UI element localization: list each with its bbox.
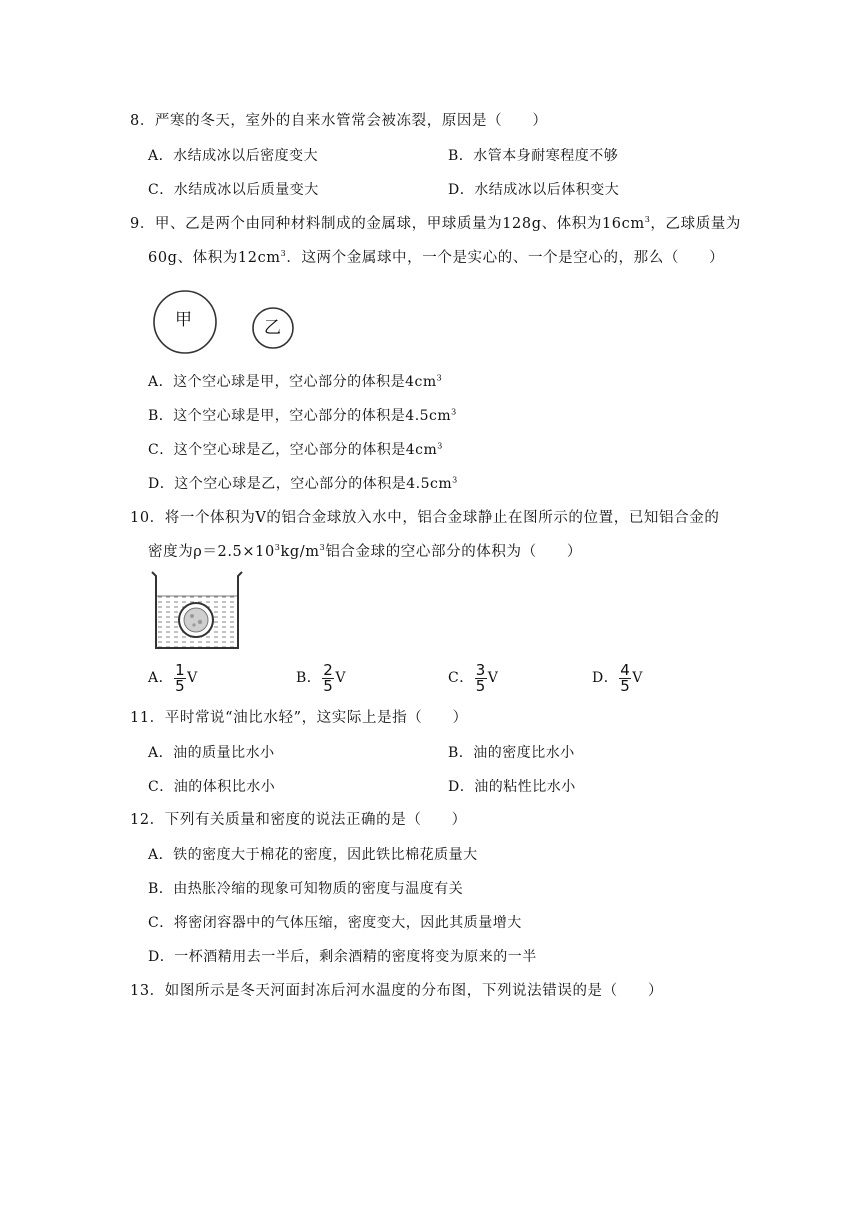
- question-10-stem-line2: 密度为$\rho=2.5\times 10^3kg/m^3$铝合金球的空心部分的体积为（ ）: [148, 543, 583, 560]
- question-8-option-b[interactable]: B．水管本身耐寒程度不够: [448, 148, 619, 164]
- question-12-option-b[interactable]: B．由热胀冷缩的现象可知物质的密度与温度有关: [148, 881, 464, 897]
- question-9-stem-line2: 60g、体积为$12cm^3$．这两个金属球中，一个是实心的、一个是空心的，那么（ ）: [148, 249, 725, 266]
- question-8-option-a[interactable]: A．水结成冰以后密度变大: [148, 148, 319, 164]
- question-10-option-a[interactable]: A． $\frac{1}{5}$ V: [148, 660, 198, 695]
- question-9-stem-line1: 9．甲、乙是两个由同种材料制成的金属球，甲球质量为128g、体积为$16cm^3$，乙球质量为: [130, 215, 742, 232]
- question-9-option-b[interactable]: B．这个空心球是甲，空心部分的体积是$4.5cm^3$: [148, 407, 457, 424]
- question-10-option-c[interactable]: C． $\frac{3}{5}$ V: [448, 660, 499, 695]
- question-12-option-c[interactable]: C．将密闭容器中的气体压缩，密度变大，因此其质量增大: [148, 915, 522, 931]
- question-10-beaker-figure: [150, 570, 245, 652]
- question-10-option-d[interactable]: D． $\frac{4}{5}$ V: [592, 660, 643, 695]
- question-13-stem: 13．如图所示是冬天河面封冻后河水温度的分布图，下列说法错误的是（ ）: [130, 983, 664, 999]
- question-12-option-d[interactable]: D．一杯酒精用去一半后，剩余酒精的密度将变为原来的一半: [148, 949, 537, 965]
- ball-jia-label: 甲: [175, 310, 192, 330]
- question-9-option-a[interactable]: A．这个空心球是甲，空心部分的体积是$4cm^3$: [148, 373, 443, 390]
- question-11-option-c[interactable]: C．油的体积比水小: [148, 779, 276, 795]
- question-10-option-b[interactable]: B． $\frac{2}{5}$ V: [296, 660, 346, 695]
- ball-yi-label: 乙: [264, 318, 281, 338]
- question-8-option-d[interactable]: D．水结成冰以后体积变大: [448, 182, 620, 198]
- question-9-option-d[interactable]: D．这个空心球是乙，空心部分的体积是$4.5cm^3$: [148, 475, 458, 492]
- question-11-stem: 11．平时常说“油比水轻”，这实际上是指（ ）: [130, 710, 468, 726]
- question-9-option-c[interactable]: C．这个空心球是乙，空心部分的体积是$4cm^3$: [148, 441, 443, 458]
- question-11-option-d[interactable]: D．油的粘性比水小: [448, 779, 576, 795]
- question-11-option-b[interactable]: B．油的密度比水小: [448, 745, 575, 761]
- question-12-option-a[interactable]: A．铁的密度大于棉花的密度，因此铁比棉花质量大: [148, 847, 478, 863]
- question-12-stem: 12．下列有关质量和密度的说法正确的是（ ）: [130, 812, 467, 828]
- question-8-stem: 8．严寒的冬天，室外的自来水管常会被冻裂，原因是（ ）: [130, 113, 548, 129]
- question-10-stem-line1: 10．将一个体积为V的铝合金球放入水中，铝合金球静止在图所示的位置，已知铝合金的: [130, 510, 720, 526]
- question-8-option-c[interactable]: C．水结成冰以后质量变大: [148, 182, 319, 198]
- question-11-option-a[interactable]: A．油的质量比水小: [148, 745, 275, 761]
- question-9-figure: [150, 288, 310, 360]
